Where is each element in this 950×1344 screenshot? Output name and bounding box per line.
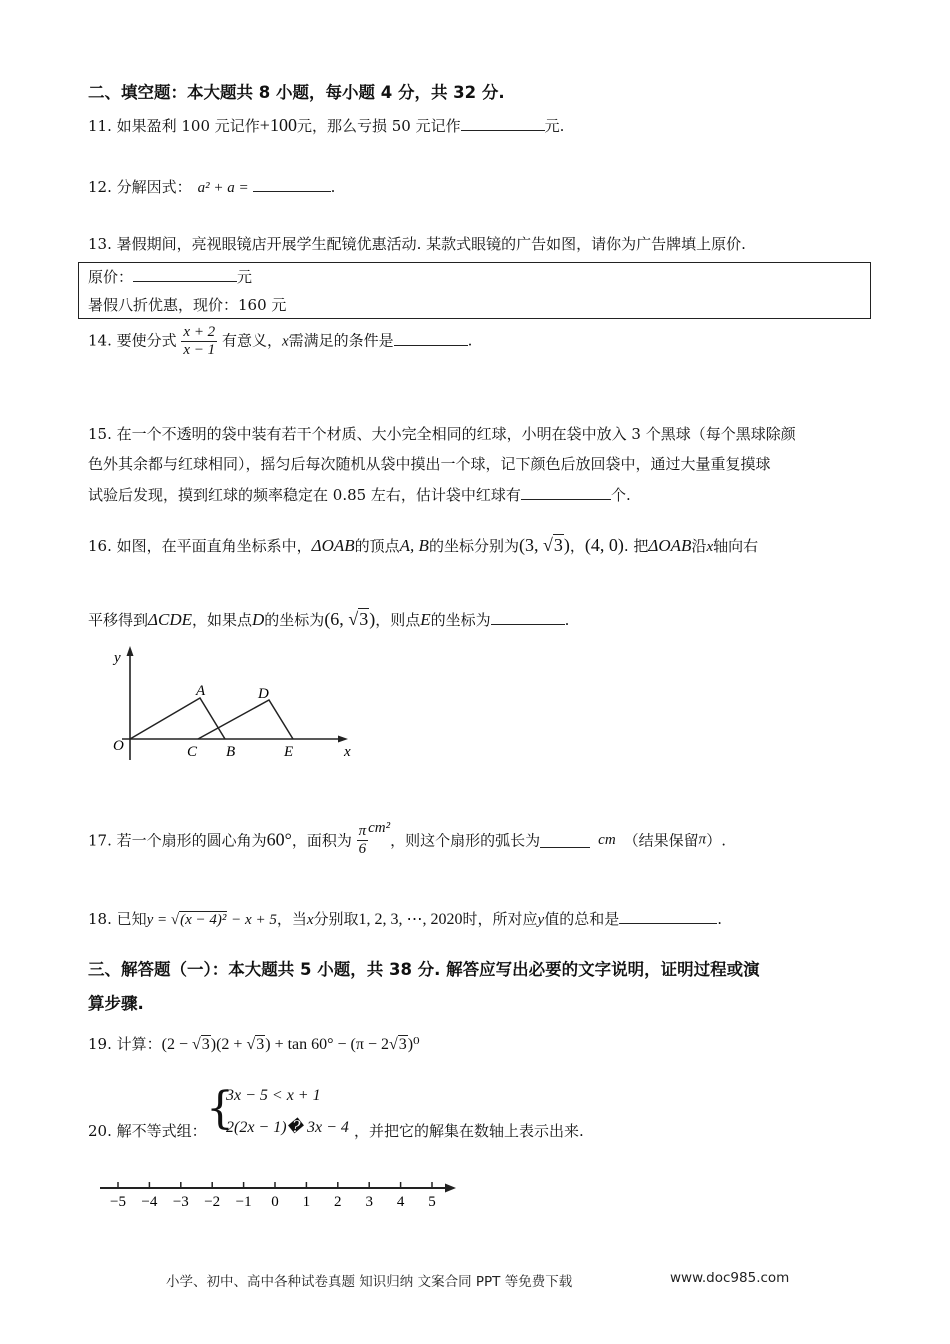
- label-o: O: [113, 738, 124, 754]
- q16-text: ，则点: [375, 611, 421, 629]
- q16-x-var: x: [706, 539, 714, 555]
- q15-text-pre: 试验后发现，摸到红球的频率稳定在 0.85 左右，估计袋中红球有: [88, 486, 521, 504]
- q17-text: 17. 若一个扇形的圆心角为: [88, 831, 267, 850]
- q16-point-d-part: (6,: [324, 609, 349, 629]
- q16-text: ，: [569, 537, 585, 555]
- q17-numerator: π: [358, 822, 367, 839]
- q19-expr-part: (2 −: [161, 1036, 192, 1053]
- number-line-tick-label: 4: [396, 1194, 405, 1210]
- q17-text: ）.: [706, 831, 726, 850]
- q17-denominator: 6: [358, 840, 367, 857]
- q11-text-mid: 元，那么亏损 50 元记作: [296, 117, 461, 135]
- q16-point-d-label: D: [252, 610, 265, 629]
- q19-expr-part: )(2 +: [210, 1036, 247, 1053]
- q18-var: y: [537, 912, 545, 928]
- q14-denominator: x − 1: [183, 342, 216, 358]
- x-axis-arrow: [338, 736, 348, 743]
- q18-var: x: [306, 912, 314, 928]
- q14-text-end: .: [467, 331, 473, 350]
- q18-text: ，当: [276, 910, 307, 928]
- q18-text: 18. 已知: [88, 910, 147, 928]
- q12-math: a² + a =: [197, 180, 249, 196]
- number-line-tick-label: 0: [271, 1194, 279, 1210]
- q13-answer-blank[interactable]: [133, 267, 237, 282]
- inequality-1: 3x − 5 < x + 1: [226, 1087, 321, 1104]
- q16-text: . 把: [623, 537, 649, 555]
- q16-point-d-part: ): [369, 609, 376, 629]
- q17-text: ，则这个扇形的弧长为: [390, 831, 541, 850]
- q14-text-pre: 14. 要使分式: [88, 331, 177, 350]
- number-line-tick-label: 3: [365, 1194, 373, 1210]
- q18-formula-part: y =: [146, 912, 171, 928]
- q16-point-a-part: ): [563, 535, 570, 555]
- advert-original-label: 原价：: [88, 268, 134, 286]
- q16-triangle-oab: ΔOAB: [648, 536, 692, 555]
- q16-text: 的顶点: [354, 537, 400, 555]
- q16-text: 的坐标为: [430, 611, 491, 629]
- question-16-line1: [88, 535, 758, 556]
- q17-text: ，面积为: [291, 831, 352, 850]
- label-x: x: [344, 744, 351, 760]
- q19-sqrt3: 3: [398, 1036, 407, 1053]
- q16-text: 轴向右: [713, 537, 759, 555]
- y-axis-arrow: [127, 646, 134, 656]
- q16-text: 16. 如图，在平面直角坐标系中，: [88, 537, 312, 555]
- q18-text: 时，所对应: [462, 910, 538, 928]
- system-brace: {: [206, 1083, 234, 1134]
- q18-text: .: [717, 910, 723, 928]
- number-line-arrow: [445, 1184, 456, 1193]
- question-17: [88, 820, 726, 858]
- q19-expression: (2 − √3)(2 + √3) + tan 60° − (π − 2√3)⁰: [161, 1036, 420, 1053]
- question-15-line1: 15. 在一个不透明的袋中装有若干个材质、大小完全相同的红球，小明在袋中放入 3 个黑球（每个黑球除颜: [88, 425, 796, 443]
- q18-formula: y = √(x − 4)² − x + 5: [146, 912, 277, 928]
- q18-values: 1, 2, 3, ⋯, 2020: [358, 911, 463, 928]
- number-line-tick-label: −2: [204, 1194, 221, 1210]
- q16-text: 的坐标为: [264, 611, 325, 629]
- q16-text: ，如果点: [192, 611, 253, 629]
- question-19: [88, 1033, 420, 1054]
- label-y: y: [114, 650, 121, 666]
- label-e: E: [284, 744, 294, 760]
- q18-formula-radicand: (x − 4)²: [180, 912, 227, 928]
- number-line-tick-label: 2: [334, 1194, 342, 1210]
- number-line: [96, 1172, 466, 1212]
- question-15-line3: [88, 484, 631, 505]
- q11-text-pre: 11. 如果盈利 100 元记作: [88, 117, 260, 135]
- q16-triangle-cde: ΔCDE: [148, 610, 192, 629]
- q14-answer-blank[interactable]: [394, 331, 468, 346]
- q19-sqrt3: 3: [201, 1036, 210, 1053]
- question-20-text: ，并把它的解集在数轴上表示出来.: [354, 1122, 584, 1140]
- q17-unit: cm: [598, 831, 616, 848]
- q16-sqrt3: 3: [553, 535, 563, 555]
- footer-url[interactable]: www.doc985.com: [670, 1270, 790, 1286]
- q16-point-e-label: E: [420, 610, 431, 629]
- footer-left-text: 小学、初中、高中各种试卷真题 知识归纳 文案合同 PPT 等免费下载: [166, 1274, 573, 1290]
- q17-area-unit: cm²: [368, 820, 391, 836]
- q17-pi: π: [698, 831, 707, 848]
- q16-triangle-oab: ΔOAB: [311, 536, 355, 555]
- inequality-2: 2(2x − 1)� 3x − 4: [226, 1119, 349, 1136]
- question-14: [88, 324, 472, 359]
- q15-text-post: 个.: [610, 486, 631, 504]
- q19-text: 19. 计算：: [88, 1035, 162, 1053]
- question-12: [88, 176, 335, 197]
- label-d: D: [258, 686, 269, 702]
- section-heading-solve-line2: 算步骤.: [88, 994, 144, 1013]
- q14-text-mid: 有意义，: [221, 331, 282, 350]
- q17-text: （结果保留: [623, 831, 699, 850]
- q17-angle: 60°: [266, 829, 292, 850]
- q16-points-ab: A, B: [399, 536, 429, 555]
- q18-text: 值的总和是: [544, 910, 620, 928]
- advert-discount-text: 暑假八折优惠，现价：160 元: [88, 296, 287, 314]
- q14-text-post: 需满足的条件是: [288, 331, 394, 350]
- number-line-tick-label: −5: [110, 1194, 126, 1210]
- q14-fraction: [181, 324, 217, 359]
- q12-answer-blank[interactable]: [253, 177, 331, 192]
- q15-answer-blank[interactable]: [521, 485, 611, 500]
- section-heading-solve-line1: 三、解答题（一）：本大题共 5 小题，共 38 分. 解答应写出必要的文字说明，证明过程或演: [88, 960, 760, 979]
- number-line-tick-label: 5: [428, 1194, 436, 1210]
- q18-formula-part: − x + 5: [227, 912, 277, 928]
- question-13: 13. 暑假期间，亮视眼镜店开展学生配镜优惠活动. 某款式眼镜的广告如图，请你为广告牌填上原价.: [88, 235, 746, 253]
- number-line-tick-label: −3: [172, 1194, 189, 1210]
- q16-text: 平移得到: [88, 611, 149, 629]
- q18-answer-blank[interactable]: [619, 909, 717, 924]
- q11-math: +100: [259, 115, 297, 135]
- q16-point-d: (6, √3): [324, 609, 376, 629]
- q16-answer-blank[interactable]: [491, 610, 565, 625]
- q19-sqrt3: 3: [256, 1036, 265, 1053]
- question-11: [88, 115, 564, 136]
- label-c: C: [187, 744, 198, 760]
- advert-original-price: [88, 266, 252, 287]
- question-20-label: 20. 解不等式组：: [88, 1122, 207, 1140]
- question-18: [88, 908, 722, 929]
- q19-expr-part: )⁰: [407, 1036, 420, 1053]
- q19-expr-part: ) + tan 60° − (π − 2: [265, 1036, 389, 1053]
- number-line-tick-label: −1: [235, 1194, 252, 1210]
- number-line-tick-label: −4: [141, 1194, 158, 1210]
- section-heading-fill-in: 二、填空题：本大题共 8 小题，每小题 4 分，共 32 分.: [88, 83, 505, 102]
- q17-area-fraction: [357, 823, 369, 858]
- q16-text: 沿: [691, 537, 707, 555]
- q11-answer-blank[interactable]: [461, 116, 545, 131]
- question-15-line2: 色外其余都与红球相同），摇匀后每次随机从袋中摸出一个球，记下颜色后放回袋中，通过大量重复摸球: [88, 455, 771, 473]
- advert-unit: 元: [237, 268, 253, 286]
- label-a: A: [196, 683, 206, 699]
- q16-point-b: (4, 0): [584, 535, 624, 555]
- q12-text-pre: 12. 分解因式：: [88, 178, 192, 196]
- q16-text: 的坐标分别为: [428, 537, 519, 555]
- q17-answer-blank[interactable]: [540, 833, 590, 848]
- label-b: B: [226, 744, 236, 760]
- q14-numerator: x + 2: [183, 324, 216, 340]
- q18-text: 分别取: [313, 910, 359, 928]
- q14-var: x: [281, 333, 289, 350]
- q16-point-a-part: (3,: [518, 535, 543, 555]
- question-16-line2: [88, 609, 569, 630]
- q16-point-a: (3, √3): [518, 535, 570, 555]
- number-line-tick-label: 1: [302, 1194, 311, 1210]
- q16-sqrt3: 3: [359, 609, 369, 629]
- coordinate-figure: [108, 640, 368, 770]
- q11-text-post: 元.: [544, 117, 565, 135]
- number-line-ticks: [110, 1182, 436, 1210]
- q16-text: .: [564, 611, 570, 629]
- q12-text-post: .: [330, 178, 336, 196]
